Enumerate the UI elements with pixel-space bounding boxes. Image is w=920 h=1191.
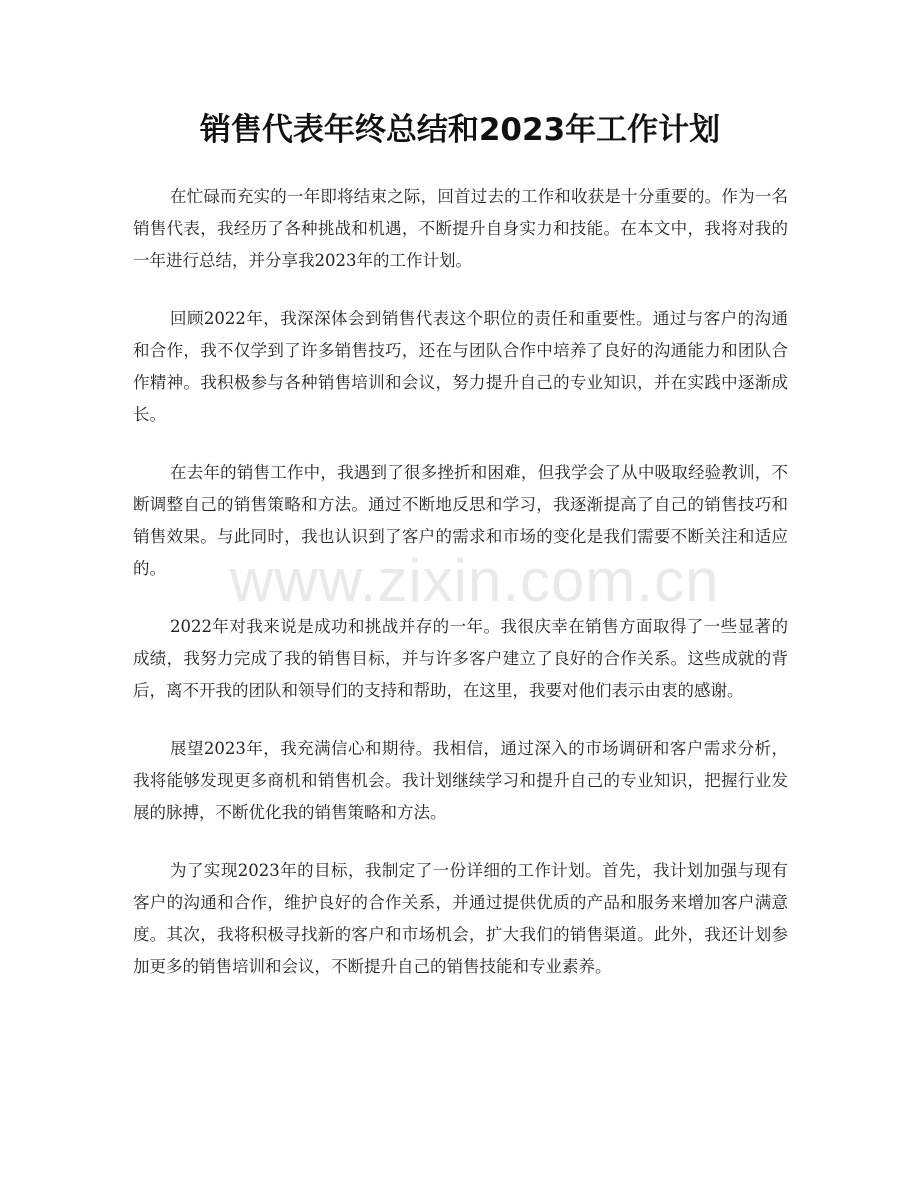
paragraph-2: 回顾2022年，我深深体会到销售代表这个职位的责任和重要性。通过与客户的沟通和合作，我不仅学到了许多销售技巧，还在与团队合作中培养了良好的沟通能力和团队合作精神。我积极参与各种销售培训和会议，努力提升自己的专业知识，并在实践中逐渐成长。 (133, 309, 788, 424)
paragraph-1: 在忙碌而充实的一年即将结束之际，回首过去的工作和收获是十分重要的。作为一名销售代表，我经历了各种挑战和机遇，不断提升自身实力和技能。在本文中，我将对我的一年进行总结，并分享我2023年的工作计划。 (133, 187, 788, 270)
document-title: 销售代表年终总结和2023年工作计划 (199, 112, 721, 148)
paragraph-5: 展望2023年，我充满信心和期待。我相信，通过深入的市场调研和客户需求分析，我将能够发现更多商机和销售机会。我计划继续学习和提升自己的专业知识，把握行业发展的脉搏，不断优化我的销售策略和方法。 (133, 739, 788, 822)
paragraph-6: 为了实现2023年的目标，我制定了一份详细的工作计划。首先，我计划加强与现有客户的沟通和合作，维护良好的合作关系，并通过提供优质的产品和服务来增加客户满意度。其次，我将积极寻找新的客户和市场机会，扩大我们的销售渠道。此外，我还计划参加更多的销售培训和会议，不断提升自己的销售技能和专业素养。 (133, 861, 788, 976)
watermark-text: www.zixin.com.cn (230, 547, 720, 614)
paragraph-4: 2022年对我来说是成功和挑战并存的一年。我很庆幸在销售方面取得了一些显著的成绩，我努力完成了我的销售目标，并与许多客户建立了良好的合作关系。这些成就的背后，离不开我的团队和领导们的支持和帮助，在这里，我要对他们表示由衷的感谢。 (133, 617, 788, 700)
document-body (133, 181, 788, 1009)
paragraph-3: 在去年的销售工作中，我遇到了很多挫折和困难，但我学会了从中吸取经验教训，不断调整自己的销售策略和方法。通过不断地反思和学习，我逐渐提高了自己的销售技巧和销售效果。与此同时，我也认识到了客户的需求和市场的变化是我们需要不断关注和适应的。 (133, 463, 788, 578)
